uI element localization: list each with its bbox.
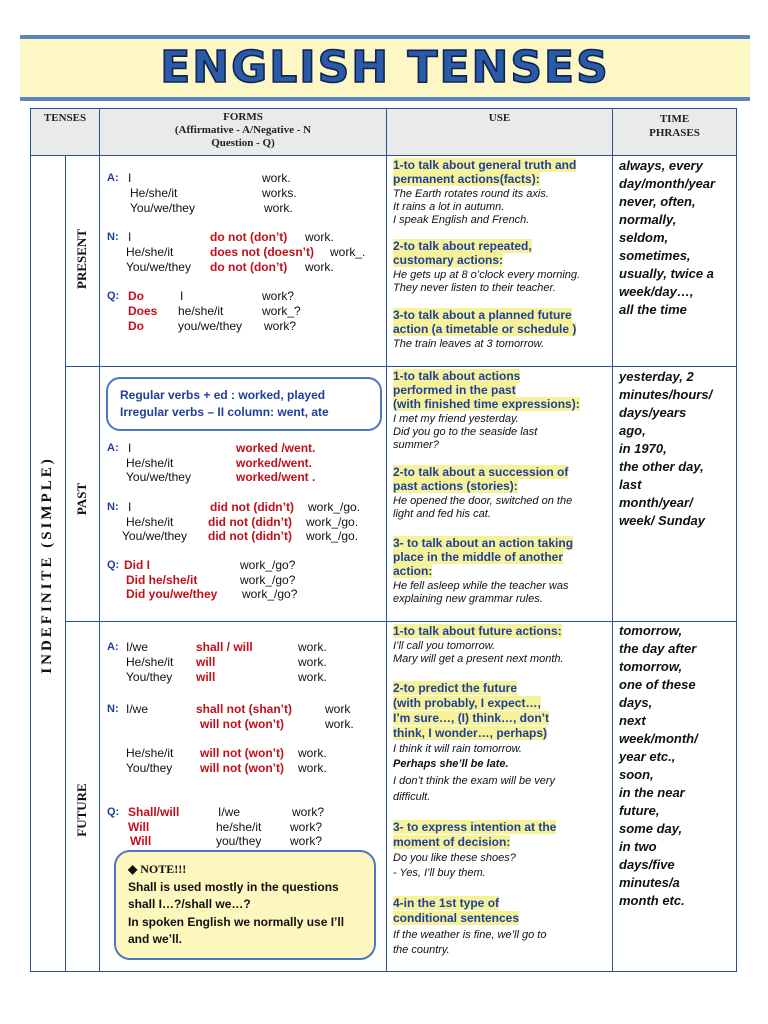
future-q-subject: I/we	[218, 805, 241, 819]
present-a-subject: I	[128, 171, 132, 185]
star-icon: ◆	[128, 862, 141, 876]
present-q-verb: work?	[262, 289, 295, 303]
header-time-line2: PHRASES	[649, 127, 700, 139]
past-q-verb: work_/go?	[240, 573, 296, 587]
present-use1-example: It rains a lot in autumn.	[393, 201, 505, 213]
note-title-text: NOTE!!!	[140, 862, 187, 876]
past-q-subject: Did I	[124, 558, 150, 572]
header-time-line1: TIME	[659, 113, 690, 125]
future-use3-title: moment of decision:	[393, 835, 511, 849]
future-q-verb: work?	[290, 834, 323, 848]
time-phrase: never, often,	[619, 194, 696, 209]
time-phrase: month/year/	[619, 495, 693, 510]
title-banner	[20, 35, 750, 101]
past-use3-title: 3- to talk about an action taking	[393, 536, 574, 550]
note-line: In spoken English we normally use I’ll	[128, 915, 345, 929]
present-n-subject: I	[128, 230, 132, 244]
future-n-aux: will not (won’t)	[200, 746, 284, 760]
past-a-subject: I	[128, 441, 132, 455]
past-use2-title: 2-to talk about a succession of	[393, 465, 569, 479]
future-use2-example: I think it will rain tomorrow.	[393, 743, 522, 755]
present-q-subject: you/we/they	[178, 319, 243, 333]
time-phrase: all the time	[619, 302, 687, 317]
time-phrase: year etc.,	[619, 749, 676, 764]
future-use2-example: difficult.	[393, 791, 431, 803]
past-n-subject: He/she/it	[126, 515, 174, 529]
group-cell	[30, 155, 66, 972]
time-phrase: future,	[619, 803, 660, 818]
time-phrase: tomorrow,	[619, 623, 683, 638]
present-n-subject: He/she/it	[126, 245, 174, 259]
future-use4-example: If the weather is fine, we’ll go to	[393, 929, 547, 941]
past-a-verb: worked/went.	[236, 456, 313, 470]
future-n-aux: will not (won’t)	[200, 761, 284, 775]
past-use3-title: place in the middle of another	[393, 550, 564, 564]
past-use2-example: He opened the door, switched on the	[393, 495, 573, 507]
present-use1-example: The Earth rotates round its axis.	[393, 188, 549, 200]
note-line: and we’ll.	[128, 932, 183, 946]
present-n-tag: N:	[107, 231, 119, 243]
present-n-verb: work_.	[330, 245, 366, 259]
present-n-subject: You/we/they	[126, 260, 191, 274]
header-forms-line1: FORMS	[223, 111, 263, 123]
present-q-subject: he/she/it	[178, 304, 224, 318]
time-phrase: minutes/a	[619, 875, 680, 890]
present-n-verb: work.	[305, 260, 334, 274]
future-a-subject: You/they	[126, 670, 173, 684]
past-n-verb: work_/go.	[306, 515, 359, 529]
future-use1-example: I’ll call you tomorrow.	[393, 640, 496, 652]
future-n-subject: I/we	[126, 702, 149, 716]
past-rule-box	[106, 377, 382, 431]
time-phrase: soon,	[619, 767, 654, 782]
past-use1-title: performed in the past	[393, 383, 516, 397]
future-label-cell	[65, 621, 100, 972]
future-use2-title: (with probably, I expect…,	[393, 696, 541, 710]
present-q-tag: Q:	[107, 290, 120, 302]
time-phrase: usually, twice a	[619, 266, 714, 281]
time-phrase: sometimes,	[619, 248, 691, 263]
note-line: shall I…?/shall we…?	[128, 897, 251, 911]
time-phrase: in 1970,	[619, 441, 667, 456]
past-n-aux: did not (didn’t)	[208, 529, 292, 543]
time-phrase: the day after	[619, 641, 697, 656]
time-phrase: ago,	[619, 423, 646, 438]
future-q-tag: Q:	[107, 806, 120, 818]
past-q-subject: Did you/we/they	[126, 587, 218, 601]
present-use1-example: I speak English and French.	[393, 214, 530, 226]
future-use1-example: Mary will get a present next month.	[393, 653, 564, 665]
time-phrase: week/ Sunday	[619, 513, 705, 528]
note-line: Shall is used mostly in the questions	[128, 880, 339, 894]
future-a-subject: He/she/it	[126, 655, 174, 669]
time-phrase: in the near	[619, 785, 685, 800]
future-a-aux: shall / will	[196, 640, 253, 654]
present-use1-title: permanent actions(facts):	[393, 172, 540, 186]
present-time-list	[619, 157, 715, 319]
present-q-verb: work?	[264, 319, 297, 333]
future-n-verb: work.	[298, 761, 327, 775]
future-a-aux: will	[196, 670, 216, 684]
past-use2-title: past actions (stories):	[393, 479, 518, 493]
past-use3-example: He fell asleep while the teacher was	[393, 580, 569, 592]
future-use2-title: I’m sure…, (I) think…, don’t	[393, 711, 549, 725]
past-n-aux: did not (didn’t)	[208, 515, 292, 529]
present-n-verb: work.	[305, 230, 334, 244]
present-a-subject: You/we/they	[130, 201, 195, 215]
future-n-aux: shall not (shan’t)	[196, 702, 292, 716]
past-use1-title: (with finished time expressions):	[393, 397, 580, 411]
past-a-tag: A:	[107, 442, 119, 454]
past-use1-example: I met my friend yesterday.	[393, 413, 519, 425]
time-phrase: week/day…,	[619, 284, 694, 299]
time-phrase: minutes/hours/	[619, 387, 713, 402]
time-phrase: month etc.	[619, 893, 685, 908]
past-n-tag: N:	[107, 501, 119, 513]
future-n-subject: He/she/it	[126, 746, 174, 760]
time-phrase: tomorrow,	[619, 659, 683, 674]
future-use3-title: 3- to express intention at the	[393, 820, 557, 834]
past-label-cell	[65, 366, 100, 622]
future-use4-title: conditional sentences	[393, 911, 520, 925]
present-label: PRESENT	[74, 229, 89, 289]
past-n-verb: work_/go.	[308, 500, 361, 514]
time-phrase: days/years	[619, 405, 687, 420]
time-phrase: week/month/	[619, 731, 698, 746]
past-q-verb: work_/go?	[240, 558, 296, 572]
past-time-list	[619, 368, 712, 530]
future-n-verb: work.	[298, 746, 327, 760]
past-use2-example: light and fed his cat.	[393, 508, 491, 520]
past-a-verb: worked/went .	[236, 470, 316, 484]
past-rule-irregular: Irregular verbs – II column: went, ate	[120, 405, 329, 419]
time-phrase: next	[619, 713, 646, 728]
present-label-cell	[65, 155, 100, 367]
past-n-verb: work_/go.	[306, 529, 359, 543]
future-q-aux: Will	[128, 820, 150, 834]
time-phrase: seldom,	[619, 230, 669, 245]
present-a-tag: A:	[107, 172, 119, 184]
time-phrase: days,	[619, 695, 653, 710]
future-n-subject: You/they	[126, 761, 173, 775]
past-use3-title: action:	[393, 564, 433, 578]
time-phrase: some day,	[619, 821, 683, 836]
past-a-subject: He/she/it	[126, 456, 174, 470]
future-q-verb: work?	[290, 820, 323, 834]
future-q-aux: Shall/will	[128, 805, 180, 819]
header-use-label: USE	[488, 112, 511, 124]
future-use1-title: 1-to talk about future actions:	[393, 624, 562, 638]
future-n-verb: work	[325, 702, 351, 716]
present-use2-title: 2-to talk about repeated,	[393, 239, 532, 253]
present-a-subject: He/she/it	[130, 186, 178, 200]
present-n-aux: do not (don’t)	[210, 260, 288, 274]
past-q-subject: Did he/she/it	[126, 573, 198, 587]
past-n-subject: I	[128, 500, 132, 514]
header-use	[386, 108, 613, 156]
past-a-subject: You/we/they	[126, 470, 191, 484]
future-use2-title: think, I wonder…, perhaps)	[393, 726, 548, 740]
future-use2-example: I don’t think the exam will be very	[393, 775, 556, 787]
future-a-tag: A:	[107, 641, 119, 653]
past-use1-example: Did you go to the seaside last	[393, 426, 538, 438]
time-phrase: yesterday, 2	[619, 369, 694, 384]
present-use1-title: 1-to talk about general truth and	[393, 158, 577, 172]
present-q-subject: I	[180, 289, 184, 303]
present-a-verb: work.	[262, 171, 291, 185]
note-title	[128, 862, 186, 876]
present-use3-title: 3-to talk about a planned future	[393, 308, 572, 322]
header-tenses-label: TENSES	[43, 112, 87, 124]
future-q-verb: work?	[292, 805, 325, 819]
time-phrase: normally,	[619, 212, 677, 227]
future-a-aux: will	[196, 655, 216, 669]
time-phrase: in two	[619, 839, 657, 854]
future-time-list	[619, 622, 698, 910]
header-time-phrases	[612, 108, 737, 156]
group-label: INDEFINITE (SIMPLE)	[39, 456, 55, 674]
present-q-verb: work_?	[262, 304, 301, 318]
past-label: PAST	[74, 482, 89, 516]
page-title: ENGLISH TENSES	[160, 42, 610, 93]
past-use1-title: 1-to talk about actions	[393, 369, 521, 383]
future-use3-example: Do you like these shoes?	[393, 852, 516, 864]
present-use2-example: He gets up at 8 o’clock every morning.	[393, 269, 581, 281]
header-forms	[99, 108, 387, 156]
future-a-verb: work.	[298, 640, 327, 654]
time-phrase: always, every	[619, 158, 703, 173]
time-phrase: one of these	[619, 677, 696, 692]
time-phrase: the other day,	[619, 459, 704, 474]
time-phrase: last	[619, 477, 642, 492]
note-box	[114, 850, 376, 960]
past-q-verb: work_/go?	[242, 587, 298, 601]
present-a-verb: work.	[264, 201, 293, 215]
future-n-verb: work.	[325, 717, 354, 731]
present-a-verb: works.	[262, 186, 297, 200]
future-a-verb: work.	[298, 670, 327, 684]
past-n-subject: You/we/they	[122, 529, 187, 543]
future-q-aux: Will	[130, 834, 152, 848]
header-forms-line3: Question - Q)	[211, 137, 275, 149]
future-use3-example: - Yes, I’ll buy them.	[393, 867, 486, 879]
past-q-tag: Q:	[107, 559, 120, 571]
present-n-aux: do not (don’t)	[210, 230, 288, 244]
present-q-aux: Do	[128, 289, 144, 303]
header-tenses	[30, 108, 100, 156]
future-label: FUTURE	[74, 783, 89, 837]
past-n-aux: did not (didn’t)	[210, 500, 294, 514]
present-use2-title: customary actions:	[393, 253, 504, 267]
present-use3-example: The train leaves at 3 tomorrow.	[393, 338, 545, 350]
present-n-aux: does not (doesn’t)	[210, 245, 314, 259]
present-use2-example: They never listen to their teacher.	[393, 282, 556, 294]
present-use3-title: action (a timetable or schedule )	[393, 322, 577, 336]
time-phrase: days/five	[619, 857, 675, 872]
present-q-aux: Do	[128, 319, 144, 333]
past-rule-regular: Regular verbs + ed : worked, played	[120, 388, 326, 402]
time-phrase: day/month/year	[619, 176, 716, 191]
past-use3-example: explaining new grammar rules.	[393, 593, 543, 605]
header-forms-line2: (Affirmative - A/Negative - N	[174, 124, 312, 136]
future-q-subject: he/she/it	[216, 820, 262, 834]
future-use2-title: 2-to predict the future	[393, 681, 518, 695]
future-use4-title: 4-in the 1st type of	[393, 896, 500, 910]
future-a-verb: work.	[298, 655, 327, 669]
past-use1-example: summer?	[393, 439, 439, 451]
future-q-subject: you/they	[216, 834, 262, 848]
future-use4-example: the country.	[393, 944, 450, 956]
future-n-aux: will not (won’t)	[200, 717, 284, 731]
present-q-aux: Does	[128, 304, 158, 318]
past-a-verb: worked /went.	[236, 441, 316, 455]
future-use2-example: Perhaps she’ll be late.	[393, 758, 509, 770]
future-a-subject: I/we	[126, 640, 149, 654]
future-n-tag: N:	[107, 703, 119, 715]
